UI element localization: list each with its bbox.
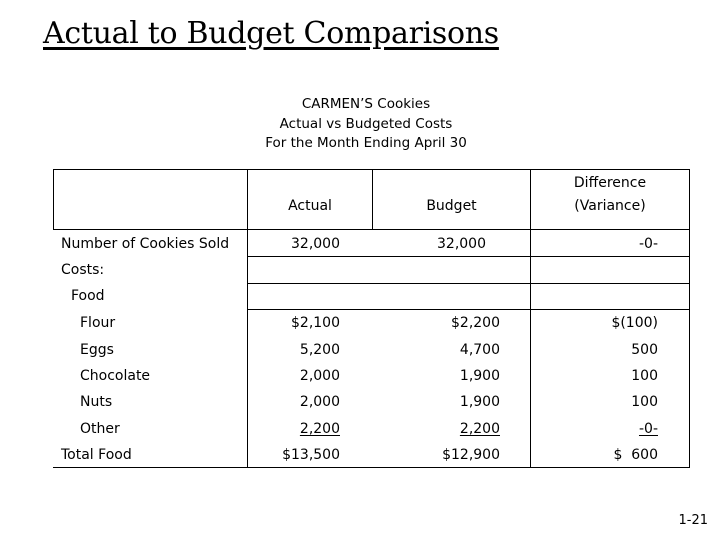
cookies-sold-label: Number of Cookies Sold — [61, 236, 230, 252]
row-actual: 2,000 — [299, 368, 340, 384]
report-header — [0, 95, 720, 154]
costs-row-bottom-line — [247, 283, 690, 284]
header-variance: (Variance) — [574, 198, 646, 214]
table-border-left — [53, 169, 54, 229]
page-number: 1-21 — [678, 513, 708, 528]
total-difference: $ 600 — [613, 447, 658, 463]
row-label: Flour — [80, 315, 116, 331]
row-budget: 1,900 — [459, 394, 500, 410]
costs-label: Costs: — [61, 262, 105, 278]
row-actual: $2,100 — [291, 315, 340, 331]
slide-title: Actual to Budget Comparisons — [43, 16, 499, 51]
total-budget: $12,900 — [442, 447, 500, 463]
row-difference: -0- — [638, 421, 658, 437]
row-difference: $(100) — [611, 315, 658, 331]
cookies-sold-actual: 32,000 — [291, 236, 340, 252]
table-border-bottom — [53, 467, 690, 468]
row-difference: 500 — [631, 342, 658, 358]
row-budget: 2,200 — [459, 421, 500, 437]
total-label: Total Food — [61, 447, 132, 463]
cookies-row-bottom-line — [247, 256, 690, 257]
cookies-sold-budget: 32,000 — [437, 236, 486, 252]
header-difference: Difference — [573, 175, 647, 191]
row-label: Chocolate — [80, 368, 151, 384]
header-actual: Actual — [288, 198, 332, 214]
row-label: Other — [80, 421, 120, 437]
row-budget: $2,200 — [451, 315, 500, 331]
row-budget: 4,700 — [459, 342, 500, 358]
header-bottom-line — [53, 229, 690, 230]
table-border-right — [689, 169, 690, 468]
cookies-sold-difference: -0- — [638, 236, 658, 252]
row-actual: 5,200 — [299, 342, 340, 358]
total-actual: $13,500 — [282, 447, 340, 463]
row-label: Eggs — [80, 342, 114, 358]
report-subtitle: Actual vs Budgeted Costs — [279, 115, 453, 132]
food-label: Food — [71, 288, 105, 304]
food-row-bottom-line — [247, 309, 690, 310]
row-difference: 100 — [631, 368, 658, 384]
report-period: For the Month Ending April 30 — [265, 135, 467, 151]
row-difference: 100 — [631, 394, 658, 410]
row-budget: 1,900 — [459, 368, 500, 384]
report-company: CARMEN’S Cookies — [301, 96, 431, 112]
row-label: Nuts — [80, 394, 113, 410]
row-actual: 2,000 — [299, 394, 340, 410]
header-budget: Budget — [426, 198, 477, 214]
row-actual: 2,200 — [299, 421, 340, 437]
